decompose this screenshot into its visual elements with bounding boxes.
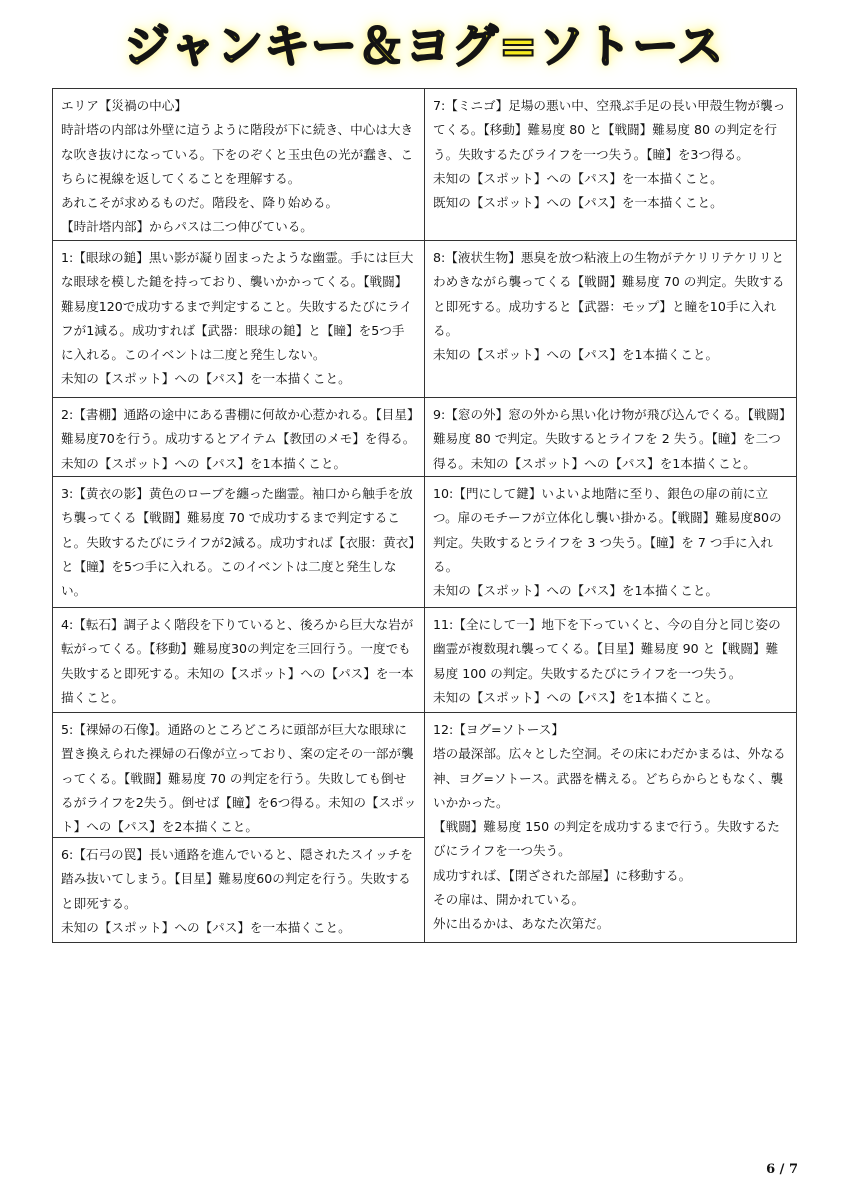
event-text-line: 11:【全にして一】地下を下っていくと、今の自分と同じ姿の幽霊が複数現れ襲ってくる。【目星】難易度 90 と【戦闘】難易度 100 の判定。失敗するたびにライフを一つ失う。 — [433, 617, 781, 681]
event-text-line: 4:【転石】調子よく階段を下りていると、後ろから巨大な岩が転がってくる。【移動】難易度30の判定を三回行う。一度でも失敗すると即死する。未知の【スポット】への【パス】を一本描くこと。 — [61, 617, 414, 705]
event-table — [52, 88, 797, 943]
event-cell-12 — [425, 713, 796, 942]
event-cell-9 — [425, 398, 796, 477]
event-text-line: 3:【黄衣の影】黄色のローブを纏った幽霊。袖口から触手を放ち襲ってくる【戦闘】難易度 70 で成功するまで判定すること。失敗するたびにライフが2減る。成功すれば【衣服：黄衣】と【瞳】を5つ手に入れる。このイベントは二度と発生しない。 — [61, 486, 415, 599]
event-column-left — [53, 89, 425, 942]
event-text-line: 時計塔の内部は外壁に這うように階段が下に続き、中心は大きな吹き抜けになっている。下をのぞくと玉虫色の光が蠢き、こちらに視線を返してくることを理解する。 — [61, 122, 414, 186]
event-text-line: 成功すれば、【閉ざされた部屋】に移動する。 — [433, 867, 692, 883]
event-cell-6 — [53, 838, 424, 942]
event-text-line: 2:【書棚】通路の途中にある書棚に何故か心惹かれる。【目星】難易度70を行う。成功するとアイテム【教団のメモ】を得る。未知の【スポット】への【パス】を1本描くこと。 — [61, 407, 416, 471]
event-text-line: 未知の【スポット】への【パス】を一本描くこと。 — [61, 919, 351, 935]
event-text-line: 12:【ヨグ=ソトース】 — [433, 722, 564, 737]
document-title: ジャンキー＆ヨグ=ソトース — [123, 19, 725, 73]
event-text-line: 9:【窓の外】窓の外から黒い化け物が飛び込んでくる。【戦闘】難易度 80 で判定。失敗するとライフを 2 失う。【瞳】を二つ得る。未知の【スポット】への【パス】を1本描くこと。 — [433, 407, 786, 471]
event-text-line: エリア【災禍の中心】 — [61, 98, 187, 113]
event-text-line: あれこそが求めるものだ。階段を、降り始める。 — [61, 195, 339, 211]
event-text-line: 未知の【スポット】への【パス】を1本描くこと。 — [433, 689, 719, 705]
event-text-line: 未知の【スポット】への【パス】を1本描くこと。 — [433, 347, 719, 363]
event-text-line: 5:【裸婦の石像】。通路のところどころに頭部が巨大な眼球に置き換えられた裸婦の石像が立っており、案の定その一部が襲ってくる。【戦闘】難易度 70 の判定を行う。失敗しても倒せるがライフを2失う。倒せば【瞳】を6つ得る。未知の【スポット】への【パス】を2本描くこと。 — [61, 722, 417, 835]
event-cell-5 — [53, 713, 424, 838]
event-text-line: 【時計塔内部】からパスは二つ伸びている。 — [61, 219, 313, 235]
event-text-line: 【戦闘】難易度 150 の判定を成功するまで行う。失敗するたびにライフを一つ失う。 — [433, 819, 780, 859]
event-text-line: 8:【液状生物】悪臭を放つ粘液上の生物がテケリリテケリリとわめきながら襲ってくる【戦闘】難易度 70 の判定。失敗すると即死する。成功すると【武器：モップ】と瞳を10手に入れる。 — [433, 250, 785, 338]
event-text-line: 既知の【スポット】への【パス】を一本描くこと。 — [433, 195, 723, 211]
event-cell-1 — [53, 241, 424, 398]
event-text-line: 塔の最深部。広々とした空洞。その床にわだかまるは、外なる神、ヨグ=ソトース。武器を構える。どちらからともなく、襲いかかった。 — [433, 746, 786, 810]
event-cell-4 — [53, 608, 424, 713]
event-text-line: 10:【門にして鍵】いよいよ地階に至り、銀色の扉の前に立つ。扉のモチーフが立体化し襲い掛かる。【戦闘】難易度80の判定。失敗するとライフを 3 つ失う。【瞳】を 7 つ手に入れる。 — [433, 486, 782, 574]
page-number: 6 / 7 — [766, 1162, 798, 1177]
event-text-line: その扉は、開かれている。 — [433, 892, 585, 908]
event-cell-10 — [425, 477, 796, 608]
event-text-line: 1:【眼球の鎚】黒い影が凝り固まったような幽霊。手には巨大な眼球を模した鎚を持っており、襲いかかってくる。【戦闘】難易度120で成功するまで判定すること。失敗するたびにライフが1減る。成功すれば【武器：眼球の鎚】と【瞳】を5つ手に入れる。このイベントは二度と発生しない。 — [61, 250, 414, 363]
event-cell-7 — [425, 89, 796, 241]
event-column-right — [425, 89, 796, 942]
event-text-line: 7:【ミニゴ】足場の悪い中、空飛ぶ手足の長い甲殻生物が襲ってくる。【移動】難易度 80 と【戦闘】難易度 80 の判定を行う。失敗するたびライフを一つ失う。【瞳】を3つ得る。 — [433, 98, 786, 162]
event-text-line: 未知の【スポット】への【パス】を一本描くこと。 — [61, 371, 351, 387]
event-cell-3 — [53, 477, 424, 608]
event-cell-2 — [53, 398, 424, 477]
event-cell-area-intro — [53, 89, 424, 241]
event-text-line: 未知の【スポット】への【パス】を1本描くこと。 — [433, 583, 719, 599]
event-cell-11 — [425, 608, 796, 713]
event-text-line: 外に出るかは、あなた次第だ。 — [433, 916, 610, 932]
event-text-line: 未知の【スポット】への【パス】を一本描くこと。 — [433, 170, 723, 186]
event-text-line: 6:【石弓の罠】長い通路を進んでいると、隠されたスイッチを踏み抜いてしまう。【目星】難易度60の判定を行う。失敗すると即死する。 — [61, 847, 413, 911]
event-cell-8 — [425, 241, 796, 398]
